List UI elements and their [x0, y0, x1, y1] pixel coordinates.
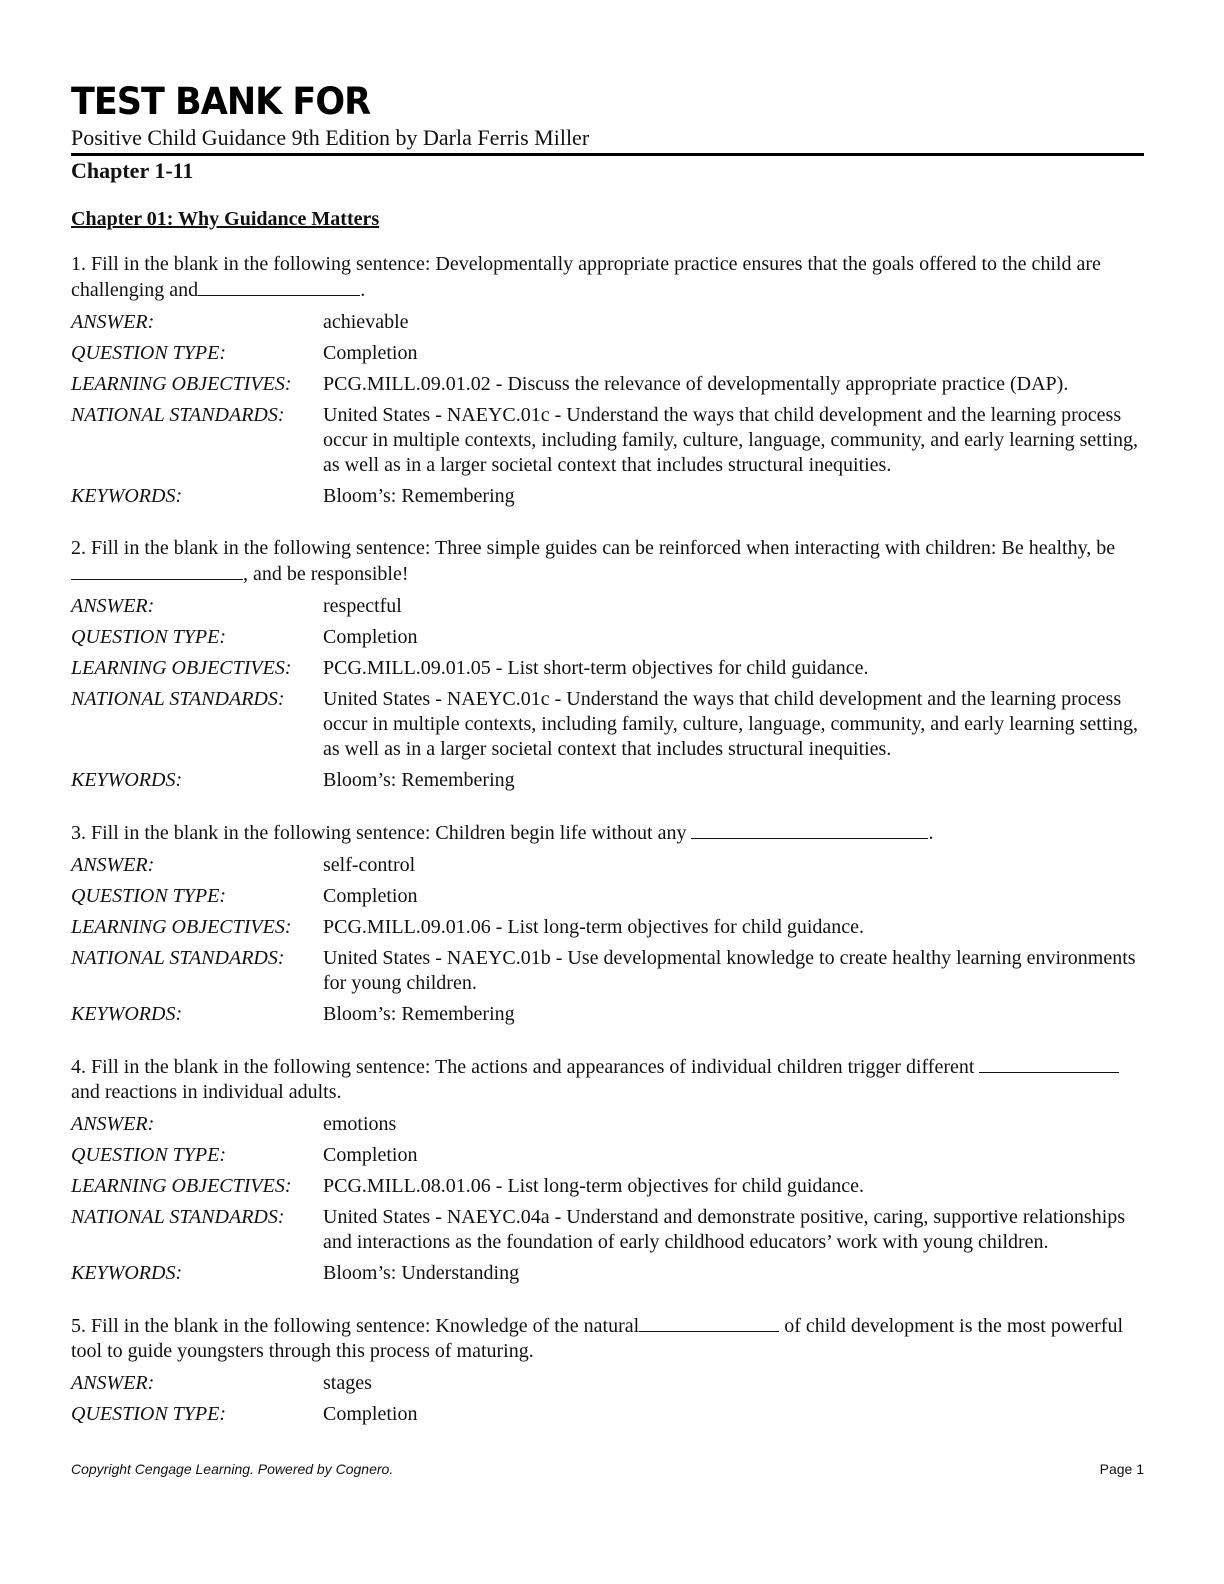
national-standards-label: NATIONAL STANDARDS: [71, 947, 285, 969]
answer-row [71, 307, 1144, 338]
answer-value: emotions [323, 1113, 397, 1135]
question-type-label: QUESTION TYPE: [71, 342, 227, 364]
keywords-value: Bloom’s: Remembering [323, 1003, 515, 1025]
national-standards-row [71, 943, 1144, 999]
national-standards-label: NATIONAL STANDARDS: [71, 1206, 285, 1228]
question-type-row [71, 338, 1144, 369]
document-title: TEST BANK FOR [71, 80, 371, 124]
question-type-label: QUESTION TYPE: [71, 626, 227, 648]
question-type-row [71, 1399, 1144, 1430]
keywords-label: KEYWORDS: [71, 769, 183, 791]
answer-value: respectful [323, 595, 402, 617]
learning-objectives-row [71, 1171, 1144, 1202]
learning-objectives-label: LEARNING OBJECTIVES: [71, 916, 292, 938]
question-text: 1. Fill in the blank in the following sentence: Developmentally appropriate practice ensures that the goals offered to the child are challenging and [71, 253, 1101, 301]
national-standards-row [71, 400, 1144, 481]
question-type-row [71, 881, 1144, 912]
answer-label: ANSWER: [71, 1113, 155, 1135]
question-type-label: QUESTION TYPE: [71, 1144, 227, 1166]
question-item [71, 536, 1144, 796]
keywords-row [71, 999, 1144, 1030]
learning-objectives-label: LEARNING OBJECTIVES: [71, 657, 292, 679]
learning-objectives-row [71, 369, 1144, 400]
question-type-row [71, 622, 1144, 653]
national-standards-value: United States - NAEYC.01c - Understand the ways that child development and the learning process occur in multiple contexts, including family, culture, language, community, and early learning setting, as well as in a larger societal context that includes structural inequities. [323, 404, 1138, 476]
keywords-value: Bloom’s: Remembering [323, 485, 515, 507]
learning-objectives-label: LEARNING OBJECTIVES: [71, 1175, 292, 1197]
document-page [71, 0, 1144, 1584]
question-text: 5. Fill in the blank in the following sentence: Knowledge of the natural [71, 1315, 640, 1337]
keywords-value: Bloom’s: Remembering [323, 769, 515, 791]
question-text-end: . [928, 822, 934, 844]
question-type-value: Completion [323, 626, 418, 648]
answer-row [71, 850, 1144, 881]
question-type-value: Completion [323, 1403, 418, 1425]
question-item [71, 1313, 1144, 1430]
national-standards-row [71, 684, 1144, 765]
national-standards-value: United States - NAEYC.04a - Understand and demonstrate positive, caring, supportive relationships and interactions as the foundation of early childhood educators’ work with young children. [323, 1206, 1126, 1253]
question-text: 3. Fill in the blank in the following sentence: Children begin life without any [71, 822, 692, 844]
question-stem [71, 1313, 1144, 1364]
question-item [71, 820, 1144, 1030]
keywords-row [71, 481, 1144, 512]
question-item [71, 1054, 1144, 1289]
question-item [71, 252, 1144, 512]
keywords-label: KEYWORDS: [71, 1003, 183, 1025]
question-text: 2. Fill in the blank in the following sentence: Three simple guides can be reinforced when interacting with children: Be healthy, be [71, 537, 1116, 559]
keywords-value: Bloom’s: Understanding [323, 1262, 520, 1284]
learning-objectives-value: PCG.MILL.09.01.02 - Discuss the relevance of developmentally appropriate practice (DAP). [323, 373, 1069, 395]
keywords-row [71, 1258, 1144, 1289]
question-list [71, 252, 1144, 1454]
answer-blank [691, 820, 928, 839]
answer-label: ANSWER: [71, 1372, 155, 1394]
copyright-notice: Copyright Cengage Learning. Powered by Cognero. [71, 1461, 394, 1477]
answer-value: self-control [323, 854, 416, 876]
page-number: Page 1 [1099, 1461, 1144, 1477]
answer-blank [198, 277, 360, 296]
question-stem [71, 820, 1144, 846]
page-footer [71, 1461, 1144, 1477]
question-type-label: QUESTION TYPE: [71, 885, 227, 907]
national-standards-row [71, 1202, 1144, 1258]
chapter-range: Chapter 1-11 [71, 158, 194, 183]
learning-objectives-row [71, 653, 1144, 684]
answer-blank [639, 1313, 779, 1332]
question-type-row [71, 1140, 1144, 1171]
question-type-value: Completion [323, 342, 418, 364]
learning-objectives-row [71, 912, 1144, 943]
learning-objectives-label: LEARNING OBJECTIVES: [71, 373, 292, 395]
question-text-end: , and be responsible! [243, 563, 409, 585]
question-stem [71, 536, 1144, 587]
chapter-heading: Chapter 01: Why Guidance Matters [71, 208, 380, 230]
answer-label: ANSWER: [71, 311, 155, 333]
answer-row [71, 1109, 1144, 1140]
answer-label: ANSWER: [71, 595, 155, 617]
answer-row [71, 591, 1144, 622]
national-standards-value: United States - NAEYC.01c - Understand the ways that child development and the learning process occur in multiple contexts, including family, culture, language, community, and early learning setting, as well as in a larger societal context that includes structural inequities. [323, 688, 1138, 760]
question-text-end: and reactions in individual adults. [71, 1081, 342, 1103]
answer-value: achievable [323, 311, 409, 333]
question-type-label: QUESTION TYPE: [71, 1403, 227, 1425]
question-type-value: Completion [323, 885, 418, 907]
keywords-label: KEYWORDS: [71, 1262, 183, 1284]
title-divider [71, 153, 1144, 156]
learning-objectives-value: PCG.MILL.09.01.05 - List short-term objectives for child guidance. [323, 657, 869, 679]
question-text-end: . [360, 279, 366, 301]
keywords-label: KEYWORDS: [71, 485, 183, 507]
answer-value: stages [323, 1372, 372, 1394]
national-standards-value: United States - NAEYC.01b - Use developmental knowledge to create healthy learning environments for young children. [323, 947, 1136, 994]
keywords-row [71, 765, 1144, 796]
question-text-end: of child development is the most powerful tool to guide youngsters through this process of maturing. [71, 1315, 1124, 1362]
question-type-value: Completion [323, 1144, 418, 1166]
question-stem [71, 252, 1144, 303]
answer-blank [71, 561, 243, 580]
answer-label: ANSWER: [71, 854, 155, 876]
question-text: 4. Fill in the blank in the following sentence: The actions and appearances of individual children trigger different [71, 1056, 980, 1078]
learning-objectives-value: PCG.MILL.08.01.06 - List long-term objectives for child guidance. [323, 1175, 865, 1197]
learning-objectives-value: PCG.MILL.09.01.06 - List long-term objectives for child guidance. [323, 916, 865, 938]
question-stem [71, 1054, 1144, 1105]
answer-row [71, 1368, 1144, 1399]
national-standards-label: NATIONAL STANDARDS: [71, 404, 285, 426]
national-standards-label: NATIONAL STANDARDS: [71, 688, 285, 710]
answer-blank [979, 1054, 1119, 1073]
document-subtitle: Positive Child Guidance 9th Edition by Darla Ferris Miller [71, 125, 590, 150]
